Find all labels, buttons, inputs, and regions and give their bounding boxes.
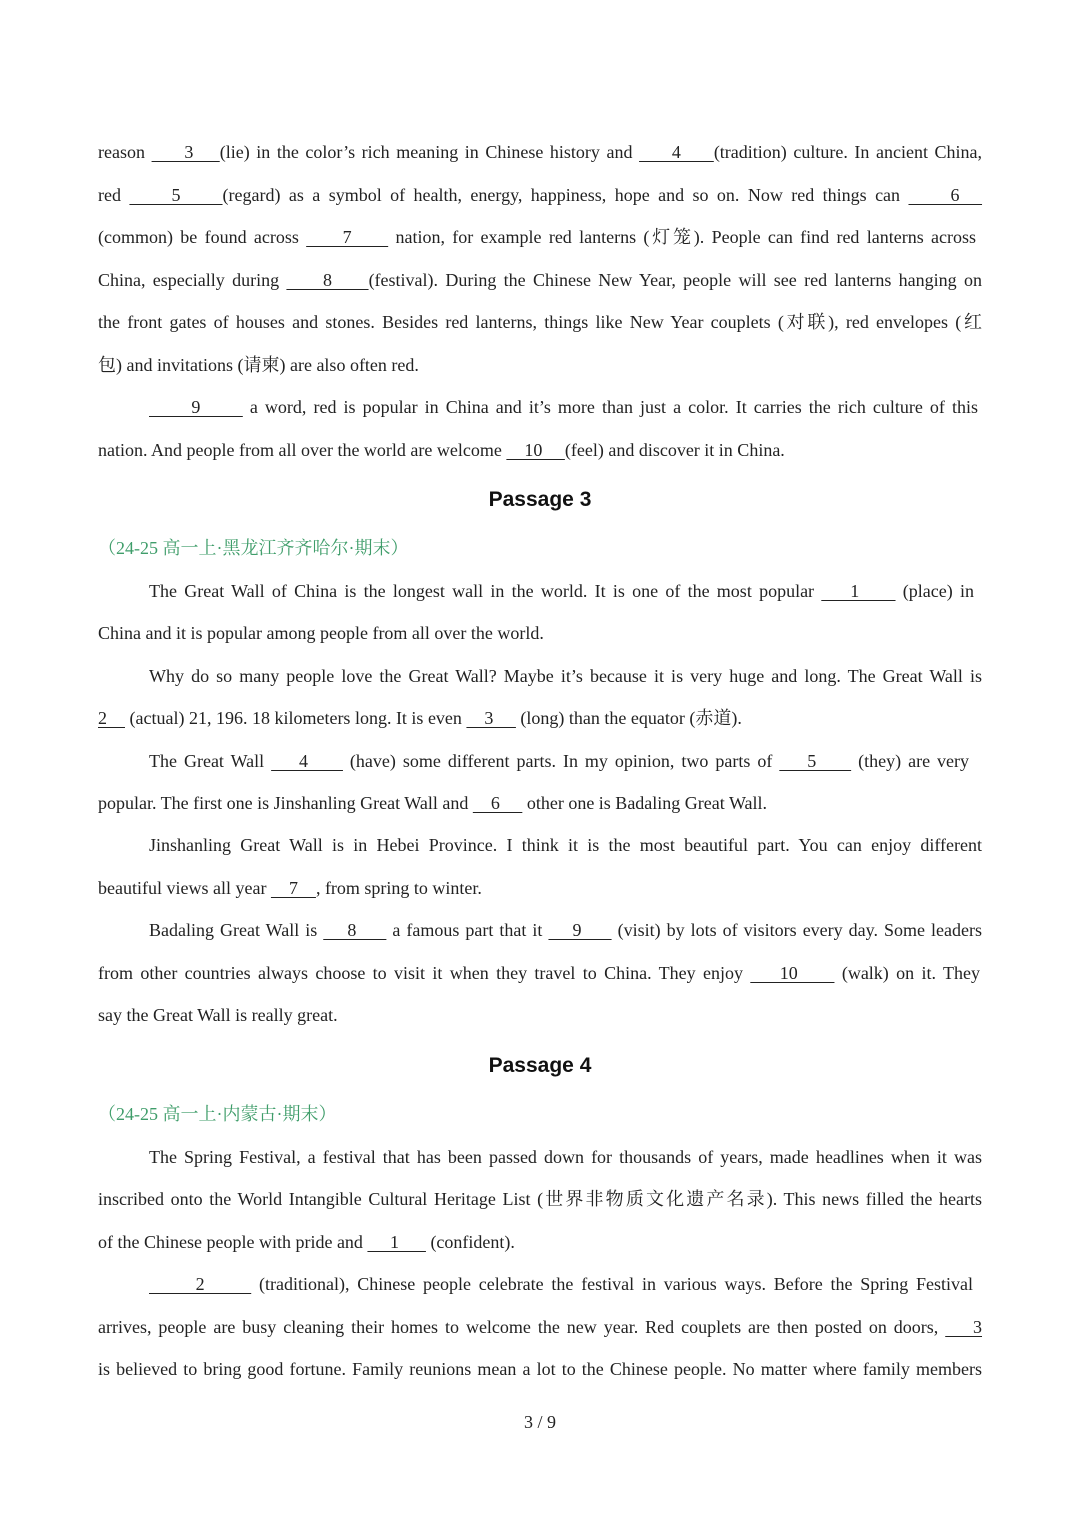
passage4-source: （24-25 高一上·内蒙古·期末）	[98, 1104, 337, 1124]
passage2-line-6: 包) and invitations (请柬) are also often red.	[98, 355, 419, 375]
passage4-line-3: of the Chinese people with pride and 1 (confident).	[98, 1232, 515, 1252]
blank-9[interactable]: 9	[149, 397, 243, 417]
blank-1[interactable]: 1	[367, 1232, 426, 1252]
blank-10[interactable]: 10	[750, 963, 835, 983]
passage2-line-1: reason 3 (lie) in the color’s rich meaning in Chinese history and 4 (tradition) culture. In ancient China,	[98, 142, 983, 162]
passage2-line-4: China, especially during 8 (festival). During the Chinese New Year, people will see red lanterns hanging on	[98, 270, 982, 290]
passage4-line-2: inscribed onto the World Intangible Cultural Heritage List (世界非物质文化遗产名录). This news filled the hearts	[98, 1189, 982, 1209]
passage3-line-4: 2 (actual) 21, 196. 18 kilometers long. It is even 3 (long) than the equator (赤道).	[98, 708, 742, 728]
passage3-heading: Passage 3	[488, 488, 592, 511]
blank-7[interactable]: 7	[270, 878, 316, 898]
passage3-line-2: China and it is popular among people from all over the world.	[98, 623, 544, 643]
blank-2[interactable]: 2	[149, 1274, 252, 1294]
blank-6[interactable]: 6	[908, 185, 983, 205]
passage3-line-1: The Great Wall of China is the longest wall in the world. It is one of the most popular 1 (place) in	[149, 581, 974, 601]
passage4-line-1: The Spring Festival, a festival that has been passed down for thousands of years, made headlines when it was	[149, 1147, 982, 1167]
blank-3[interactable]: 3	[945, 1317, 983, 1337]
blank-7[interactable]: 7	[306, 227, 389, 247]
passage4-line-5: arrives, people are busy cleaning their homes to welcome the new year. Red couplets are then posted on doors, 3	[98, 1317, 983, 1337]
passage3-line-8: beautiful views all year 7 , from spring to winter.	[98, 878, 482, 898]
passage2-line-7: 9 a word, red is popular in China and it’s more than just a color. It carries the rich culture of this	[149, 397, 978, 417]
blank-2[interactable]: 2	[98, 708, 125, 728]
passage2-line-5: the front gates of houses and stones. Besides red lanterns, things like New Year couplets (对联), red envelopes (红	[98, 312, 982, 332]
passage4-line-6: is believed to bring good fortune. Family reunions mean a lot to the Chinese people. No matter where family members	[98, 1359, 982, 1379]
blank-4[interactable]: 4	[271, 751, 343, 771]
passage3-line-3: Why do so many people love the Great Wall? Maybe it’s because it is very huge and long. The Great Wall is	[149, 666, 982, 686]
blank-4[interactable]: 4	[639, 142, 714, 162]
passage3-source: （24-25 高一上·黑龙江齐齐哈尔·期末）	[98, 538, 409, 558]
passage4-line-4: 2 (traditional), Chinese people celebrate the festival in various ways. Before the Spring Festival	[149, 1274, 973, 1294]
blank-3[interactable]: 3	[466, 708, 516, 728]
blank-1[interactable]: 1	[821, 581, 896, 601]
passage3-line-11: say the Great Wall is really great.	[98, 1005, 338, 1025]
page-number: 3 / 9	[523, 1412, 556, 1432]
passage2-line-2: red 5 (regard) as a symbol of health, energy, happiness, hope and so on. Now red things can 6	[98, 185, 983, 205]
passage3-line-5: The Great Wall 4 (have) some different parts. In my opinion, two parts of 5 (they) are very	[149, 751, 970, 771]
blank-9[interactable]: 9	[548, 920, 612, 940]
passage4-heading: Passage 4	[488, 1054, 592, 1077]
passage3-line-10: from other countries always choose to visit it when they travel to China. They enjoy 10 (walk) on it. They	[98, 963, 981, 983]
passage3-line-7: Jinshanling Great Wall is in Hebei Province. I think it is the most beautiful part. You can enjoy different	[149, 835, 982, 855]
blank-5[interactable]: 5	[129, 185, 223, 205]
passage2-line-3: (common) be found across 7 nation, for example red lanterns (灯笼). People can find red lanterns across	[98, 227, 976, 247]
blank-10[interactable]: 10	[506, 440, 565, 460]
blank-8[interactable]: 8	[323, 920, 387, 940]
passage3-line-9: Badaling Great Wall is 8 a famous part that it 9 (visit) by lots of visitors every day. Some leaders	[149, 920, 982, 940]
blank-5[interactable]: 5	[779, 751, 852, 771]
blank-8[interactable]: 8	[286, 270, 369, 290]
blank-3[interactable]: 3	[151, 142, 220, 162]
passage3-line-6: popular. The first one is Jinshanling Great Wall and 6 other one is Badaling Great Wall.	[98, 793, 767, 813]
blank-6[interactable]: 6	[472, 793, 523, 813]
passage2-line-8: nation. And people from all over the world are welcome 10 (feel) and discover it in China.	[98, 440, 785, 460]
